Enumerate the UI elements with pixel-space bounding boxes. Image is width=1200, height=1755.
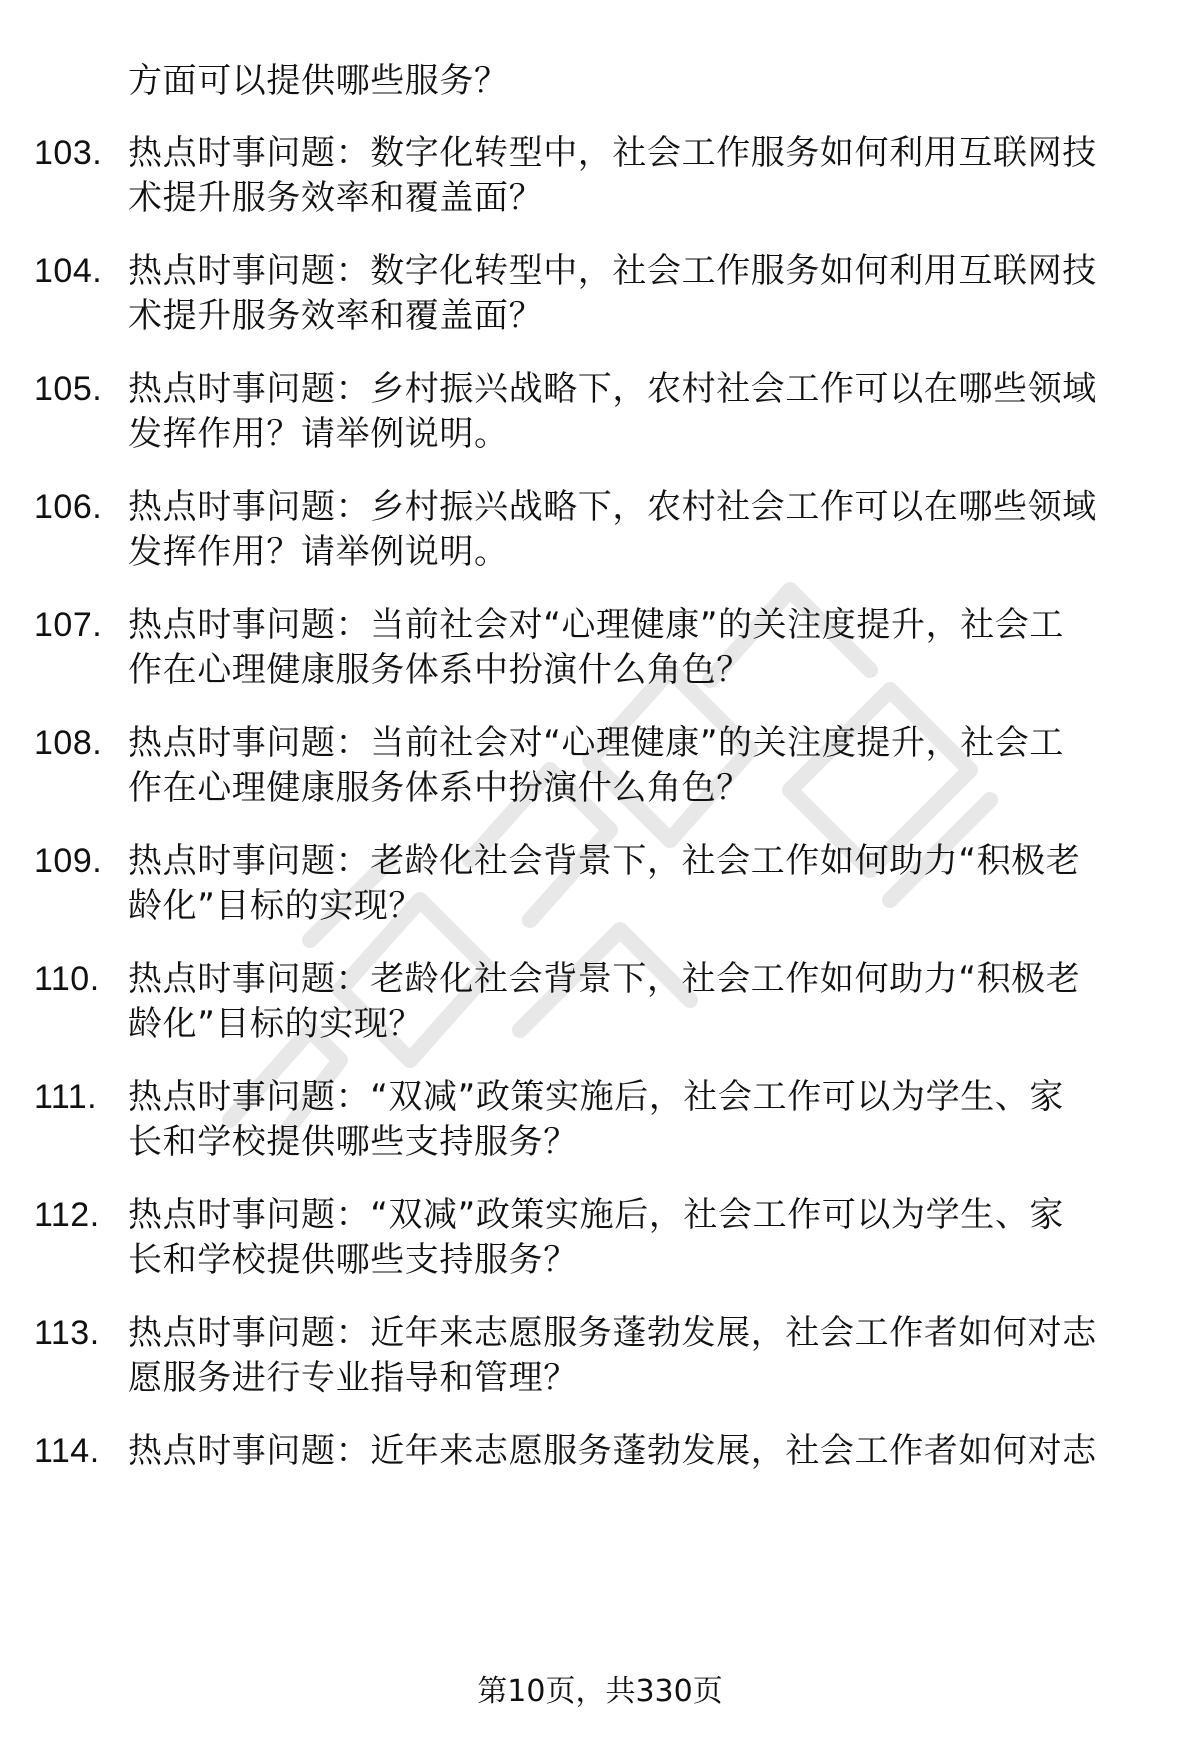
item-number: 104. [34, 252, 103, 290]
item-text-line1: 热点时事问题：近年来志愿服务蓬勃发展，社会工作者如何对志 [128, 1313, 1097, 1353]
item-text-line1: 热点时事问题：当前社会对“心理健康”的关注度提升，社会工 [128, 723, 1065, 763]
item-number: 106. [34, 488, 103, 526]
item-number: 110. [34, 960, 100, 998]
item-text-line1: 热点时事问题：老龄化社会背景下，社会工作如何助力“积极老 [128, 959, 1081, 999]
item-text-line1: 热点时事问题：数字化转型中，社会工作服务如何利用互联网技 [128, 133, 1097, 173]
item-number: 103. [34, 134, 103, 172]
item-text-line1: 热点时事问题：数字化转型中，社会工作服务如何利用互联网技 [128, 251, 1097, 291]
item-text-line2: 愿服务进行专业指导和管理？ [128, 1358, 578, 1398]
item-text-line2: 作在心理健康服务体系中扮演什么角色？ [128, 650, 751, 690]
item-text-line1: 热点时事问题：“双减”政策实施后，社会工作可以为学生、家 [128, 1195, 1065, 1235]
item-text-line2: 长和学校提供哪些支持服务？ [128, 1240, 578, 1280]
item-number: 107. [34, 606, 103, 644]
item-number: 109. [34, 842, 103, 880]
item-text-line2: 发挥作用？请举例说明。 [128, 532, 509, 572]
continuation-text: 方面可以提供哪些服务？ [128, 61, 509, 101]
item-text-line2: 术提升服务效率和覆盖面？ [128, 178, 544, 218]
item-number: 105. [34, 370, 103, 408]
item-text-line1: 热点时事问题：近年来志愿服务蓬勃发展，社会工作者如何对志 [128, 1431, 1097, 1471]
item-number: 114. [34, 1432, 100, 1470]
item-number: 108. [34, 724, 103, 762]
item-text-line2: 发挥作用？请举例说明。 [128, 414, 509, 454]
item-text-line2: 作在心理健康服务体系中扮演什么角色？ [128, 768, 751, 808]
item-number: 111. [34, 1078, 98, 1116]
item-text-line2: 长和学校提供哪些支持服务？ [128, 1122, 578, 1162]
item-text-line2: 龄化”目标的实现？ [128, 886, 424, 926]
item-text-line1: 热点时事问题：乡村振兴战略下，农村社会工作可以在哪些领域 [128, 369, 1097, 409]
page-number-footer: 第10页，共330页 [477, 1674, 723, 1709]
item-text-line1: 热点时事问题：老龄化社会背景下，社会工作如何助力“积极老 [128, 841, 1081, 881]
item-number: 113. [34, 1314, 100, 1352]
item-text-line2: 龄化”目标的实现？ [128, 1004, 424, 1044]
item-text-line1: 热点时事问题：当前社会对“心理健康”的关注度提升，社会工 [128, 605, 1065, 645]
item-text-line1: 热点时事问题：“双减”政策实施后，社会工作可以为学生、家 [128, 1077, 1065, 1117]
item-number: 112. [34, 1196, 100, 1234]
item-text-line2: 术提升服务效率和覆盖面？ [128, 296, 544, 336]
item-text-line1: 热点时事问题：乡村振兴战略下，农村社会工作可以在哪些领域 [128, 487, 1097, 527]
